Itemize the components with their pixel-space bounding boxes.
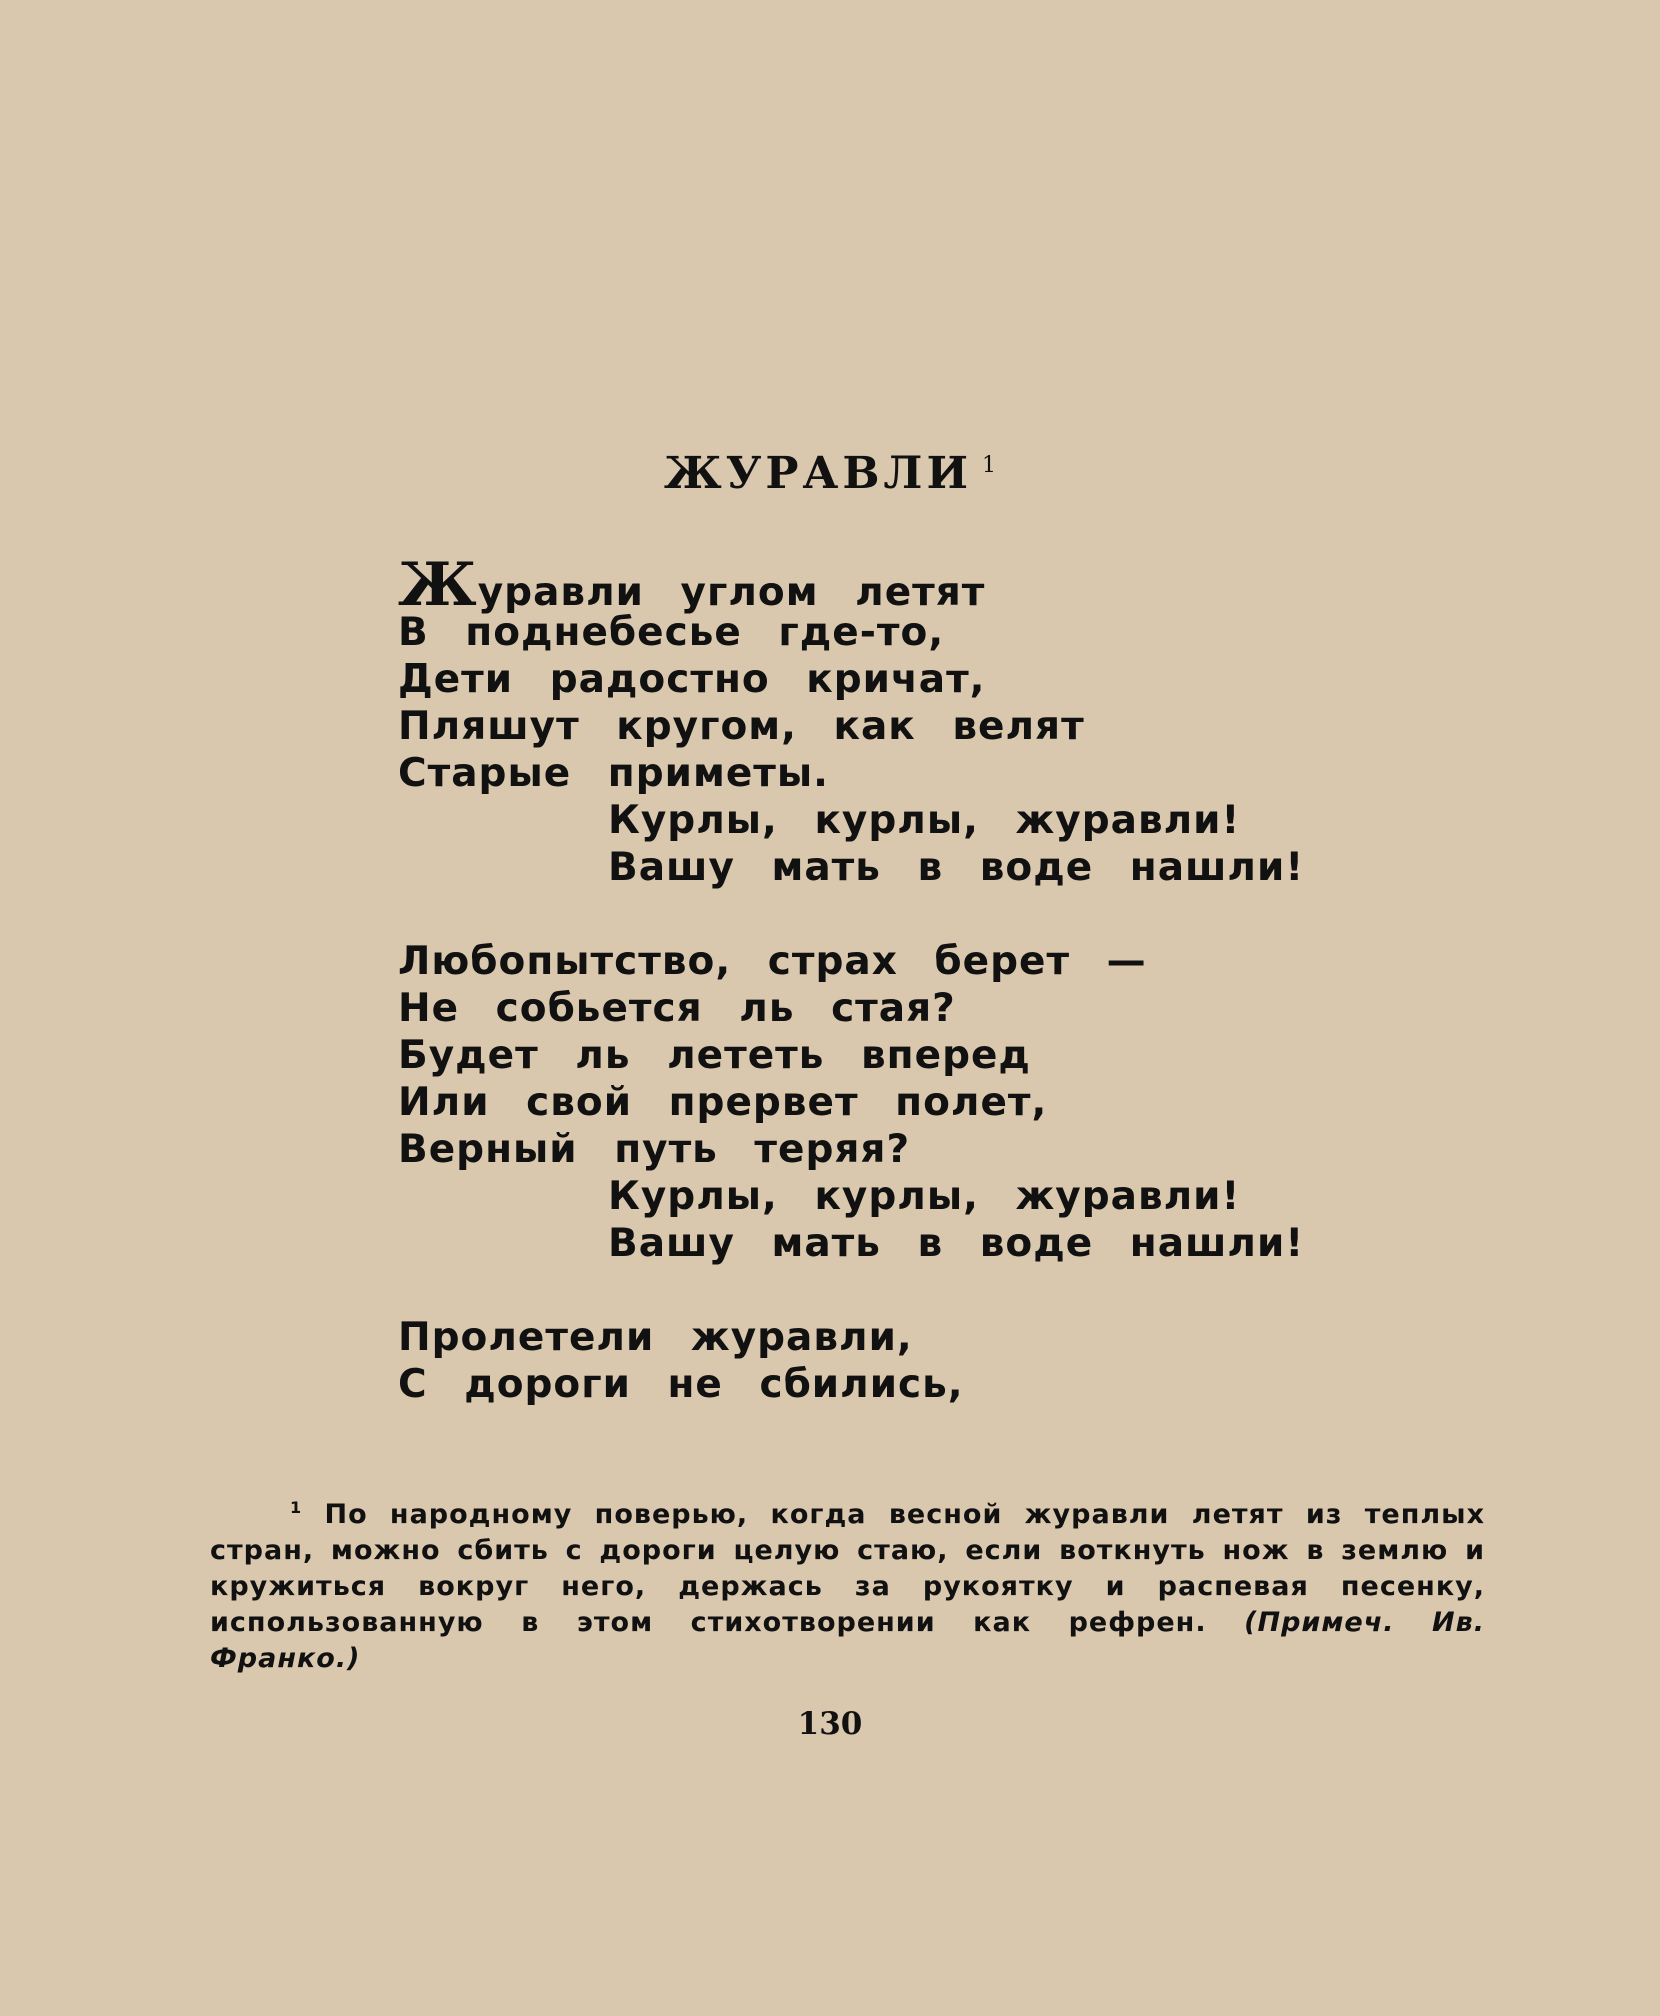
- stanza-3: [398, 1314, 1398, 1408]
- poem-line: Или свой прервет полет,: [398, 1080, 1048, 1125]
- poem-line: Дети радостно кричат,: [398, 657, 986, 702]
- refrain-line: Вашу мать в воде нашли!: [608, 845, 1305, 890]
- footnote-attribution: (Примеч. Ив. Франко.): [210, 1607, 1486, 1674]
- refrain-line: Вашу мать в воде нашли!: [608, 1221, 1305, 1266]
- poem-line: Пляшут кругом, как велят: [398, 704, 1085, 749]
- footnote-mark: 1: [290, 1498, 303, 1517]
- poem-line: С дороги не сбились,: [398, 1362, 964, 1407]
- poem-body: [398, 550, 1398, 1455]
- poem-title: [0, 448, 1660, 499]
- poem-line: Пролетели журавли,: [398, 1315, 913, 1360]
- stanza-2: [398, 938, 1398, 1267]
- poem-line: В поднебесье где-то,: [398, 610, 945, 655]
- poem-title-text: ЖУРАВЛИ: [663, 448, 973, 499]
- stanza-1: [398, 550, 1398, 891]
- poem-line-text: уравли углом летят: [477, 570, 986, 615]
- title-footnote-mark: 1: [982, 453, 997, 479]
- poem-line: Будет ль лететь вперед: [398, 1033, 1031, 1078]
- page-number: 130: [797, 1706, 863, 1742]
- refrain-line: Курлы, курлы, журавли!: [608, 798, 1241, 843]
- poem-line: Любопытство, страх берет —: [398, 939, 1147, 984]
- refrain-line: Курлы, курлы, журавли!: [608, 1174, 1241, 1219]
- footnote-text: По народному поверью, когда весной журавли летят из теплых стран, можно сбить с дороги целую стаю, если воткнуть нож в землю и кружиться вокруг него, держась за рукоятку и распевая песенку, использованную в этом стихотворении как рефрен.: [210, 1499, 1485, 1638]
- poem-line: Верный путь теряя?: [398, 1127, 911, 1172]
- poem-line: [398, 550, 1398, 620]
- drop-cap: Ж: [398, 550, 478, 620]
- poem-line: Старые приметы.: [398, 751, 829, 796]
- footnote: [210, 1490, 1485, 1677]
- poem-line: Не собьется ль стая?: [398, 986, 956, 1031]
